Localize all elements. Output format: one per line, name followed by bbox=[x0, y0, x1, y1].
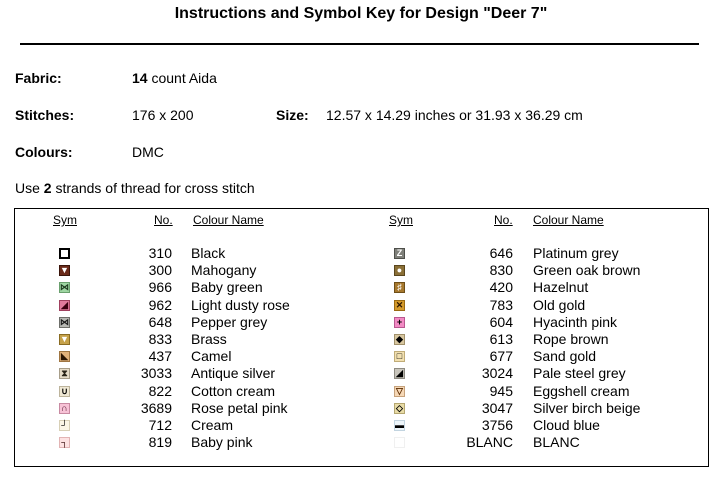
dmc-number: 3033 bbox=[140, 365, 172, 382]
colour-name: Cloud blue bbox=[533, 417, 600, 433]
no-header-right: No. bbox=[494, 213, 513, 227]
dmc-number: 613 bbox=[489, 331, 513, 347]
colour-name: Brass bbox=[191, 331, 227, 347]
colours-label: Colours: bbox=[15, 144, 73, 160]
dmc-number: 712 bbox=[148, 417, 172, 433]
symbol-swatch-icon: ♯ bbox=[394, 282, 405, 293]
symbol-swatch-icon: ∪ bbox=[59, 386, 70, 397]
dmc-number: 783 bbox=[489, 296, 513, 313]
symbol-swatch-icon: ◇ bbox=[394, 403, 405, 414]
colour-name: Sand gold bbox=[533, 348, 597, 365]
colours-value: DMC bbox=[132, 144, 164, 160]
no-header-left: No. bbox=[154, 213, 173, 227]
symbol-swatch-icon: ⋈ bbox=[60, 316, 69, 327]
dmc-number: 3047 bbox=[481, 399, 513, 416]
symbol-swatch-icon: ◣ bbox=[59, 351, 70, 362]
colour-name: Platinum grey bbox=[533, 245, 619, 261]
dmc-number: 945 bbox=[489, 382, 513, 399]
colour-name: Hyacinth pink bbox=[533, 313, 618, 330]
colour-name: Pepper grey bbox=[191, 313, 268, 330]
symbol-swatch-icon: ▼ bbox=[60, 334, 69, 344]
colour-name: Black bbox=[191, 245, 226, 261]
page-title: Instructions and Symbol Key for Design "Deer 7" bbox=[174, 5, 548, 22]
dmc-number: 819 bbox=[148, 434, 172, 451]
size-label: Size: bbox=[276, 107, 309, 123]
stitches-label: Stitches: bbox=[15, 107, 75, 123]
colour-name: Cotton cream bbox=[191, 382, 276, 399]
colour-name: Old gold bbox=[533, 296, 586, 313]
dmc-number: 833 bbox=[148, 331, 172, 347]
colour-name: Mahogany bbox=[191, 262, 257, 279]
sym-header-right: Sym bbox=[389, 213, 413, 227]
colour-name: Silver birch beige bbox=[533, 399, 641, 416]
symbol-swatch-icon: Z bbox=[394, 248, 405, 259]
symbol-swatch-icon: ▽ bbox=[394, 386, 405, 397]
dmc-number: 646 bbox=[489, 245, 513, 261]
symbol-swatch-icon: ∩ bbox=[59, 403, 70, 414]
strands-suffix: strands of thread for cross stitch bbox=[51, 180, 255, 196]
title-divider bbox=[20, 43, 699, 45]
symbol-swatch-icon: ◆ bbox=[394, 334, 405, 345]
colour-name: Rope brown bbox=[533, 331, 609, 347]
dmc-number: 966 bbox=[148, 279, 172, 296]
colour-name: Hazelnut bbox=[533, 279, 589, 296]
dmc-number: 677 bbox=[489, 348, 513, 365]
colour-name-header-right: Colour Name bbox=[533, 213, 604, 227]
symbol-swatch-icon: ⧗ bbox=[59, 368, 70, 379]
colour-name: Baby pink bbox=[191, 434, 253, 451]
dmc-number: 830 bbox=[489, 262, 513, 279]
colour-name: Green oak brown bbox=[533, 262, 641, 279]
dmc-number: 420 bbox=[489, 279, 513, 296]
fabric-count: 14 bbox=[132, 70, 148, 86]
symbol-swatch-icon: ✕ bbox=[395, 299, 404, 310]
colour-name-header-left: Colour Name bbox=[193, 213, 264, 227]
symbol-swatch-icon: ◢ bbox=[59, 300, 70, 311]
symbol-swatch-icon bbox=[394, 437, 405, 448]
size-value: 12.57 x 14.29 inches or 31.93 x 36.29 cm bbox=[326, 107, 583, 123]
symbol-swatch-icon: ◢ bbox=[394, 368, 405, 379]
strands-instruction bbox=[15, 180, 255, 196]
colour-name: Light dusty rose bbox=[191, 296, 290, 313]
dmc-number: 3689 bbox=[140, 399, 172, 416]
dmc-number: 822 bbox=[148, 382, 172, 399]
dmc-number: 3756 bbox=[481, 417, 513, 433]
dmc-number: BLANC bbox=[466, 434, 513, 451]
colour-name: Camel bbox=[191, 348, 232, 365]
dmc-number: 962 bbox=[148, 296, 172, 313]
symbol-swatch-icon: ┘ bbox=[59, 420, 70, 431]
colour-name: Rose petal pink bbox=[191, 399, 288, 416]
dmc-number: 310 bbox=[148, 245, 172, 261]
colour-name: BLANC bbox=[533, 434, 580, 451]
symbol-swatch-icon: ▼ bbox=[60, 265, 69, 276]
colour-name: Antique silver bbox=[191, 365, 276, 382]
symbol-swatch-icon: ● bbox=[394, 265, 405, 276]
strands-count: 2 bbox=[43, 180, 52, 196]
dmc-number: 604 bbox=[489, 313, 513, 330]
stitches-value: 176 x 200 bbox=[132, 107, 194, 123]
sym-header-left: Sym bbox=[53, 213, 77, 227]
fabric-type: count Aida bbox=[147, 70, 217, 86]
symbol-swatch-icon: ▬ bbox=[395, 420, 404, 430]
colour-name: Baby green bbox=[191, 279, 263, 296]
fabric-value bbox=[132, 70, 217, 86]
symbol-swatch-icon: ⋈ bbox=[60, 282, 69, 293]
colour-name: Eggshell cream bbox=[533, 382, 630, 399]
colour-name: Pale steel grey bbox=[533, 365, 626, 382]
symbol-swatch-icon: □ bbox=[394, 351, 405, 362]
symbol-swatch-icon: + bbox=[394, 317, 405, 328]
strands-prefix: Use bbox=[15, 180, 44, 196]
dmc-number: 3024 bbox=[481, 365, 513, 382]
symbol-swatch-icon bbox=[59, 248, 70, 259]
dmc-number: 300 bbox=[148, 262, 172, 279]
dmc-number: 437 bbox=[148, 348, 172, 365]
fabric-label: Fabric: bbox=[15, 70, 62, 86]
dmc-number: 648 bbox=[148, 313, 172, 330]
colour-name: Cream bbox=[191, 417, 234, 433]
symbol-swatch-icon: ┐ bbox=[59, 437, 70, 448]
